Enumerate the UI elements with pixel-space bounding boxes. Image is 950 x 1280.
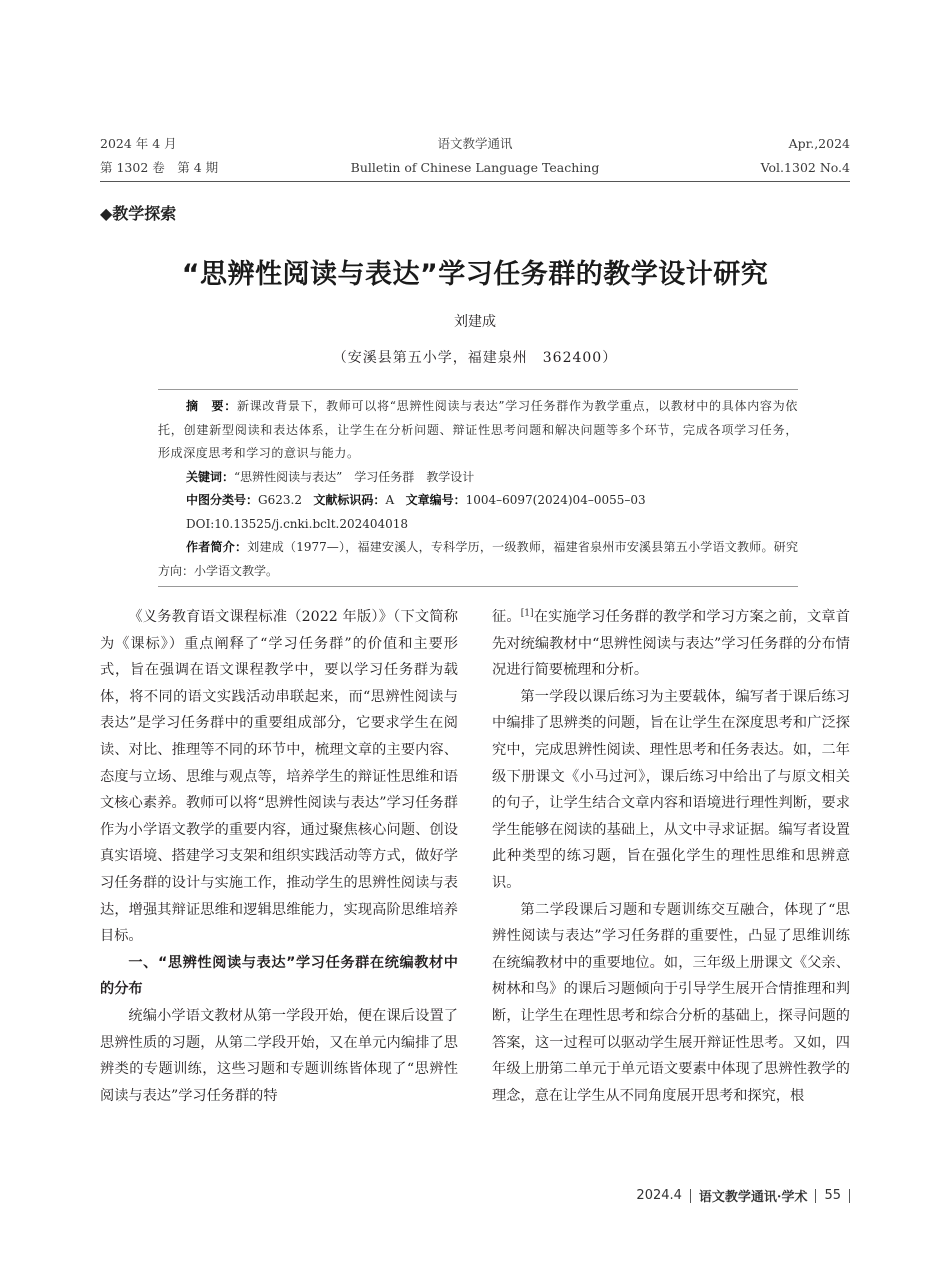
- author-affiliation: （安溪县第五小学，福建泉州 362400）: [332, 350, 618, 366]
- page-number: 55: [824, 1188, 841, 1203]
- abstract-block: [158, 395, 798, 583]
- abstract-text: 新课改背景下，教师可以将“思辨性阅读与表达”学习任务群作为教学重点，以教材中的具体内容为依托，创建新型阅读和表达体系，让学生在分析问题、辩证性思考问题和解决问题等多个环节，完成各项学习任务，形成深度思考和学习的意识与能力。: [158, 399, 798, 460]
- footer-divider: [690, 1189, 691, 1203]
- continued-text-end: 在实施学习任务群的教学和学习方案之前，文章首先对统编教材中“思辨性阅读与表达”学习任务群的分布情况进行简要梳理和分析。: [492, 609, 850, 679]
- doc-code-label: 文献标识码：: [313, 493, 386, 507]
- stage1-paragraph: 第一学段以课后练习为主要载体，编写者于课后练习中编排了思辨类的问题，旨在让学生在深度思考和广泛探究中，完成思辨性阅读、理性思考和任务表达。如，二年级下册课文《小马过河》，课后练习中给出了与原文相关的句子，让学生结合文章内容和语境进行理性判断，要求学生能够在阅读的基础上，从文中寻求证据。编写者设置此种类型的练习题，旨在强化学生的理性思维和思辨意识。: [492, 688, 850, 891]
- citation-ref[interactable]: [1]: [520, 608, 534, 619]
- keywords-line: [158, 466, 798, 490]
- footer-date: 2024.4: [636, 1188, 682, 1203]
- header-date-en: Apr.,2024: [788, 136, 850, 151]
- body-left-column: [100, 604, 458, 1109]
- continued-text-start: 征。: [492, 609, 521, 625]
- section-heading-1: 一、“思辨性阅读与表达”学习任务群在统编教材中的分布: [100, 954, 458, 998]
- abstract-label: 摘 要：: [186, 399, 237, 413]
- author-bio: [158, 536, 798, 583]
- page-footer: [636, 1186, 850, 1205]
- article-no-label: 文章编号：: [405, 493, 466, 507]
- classification-line: [158, 489, 798, 513]
- clc-label: 中图分类号：: [186, 493, 259, 507]
- header-journal-en: Bulletin of Chinese Language Teaching: [350, 160, 600, 175]
- abstract-bottom-rule: [158, 586, 798, 587]
- footer-journal: 语文教学通讯·学术: [698, 1190, 808, 1205]
- header-issue-cn: 第 1302 卷 第 4 期: [100, 160, 219, 175]
- header-journal-cn: 语文教学通讯: [437, 136, 513, 151]
- header-divider: [100, 181, 850, 182]
- keywords-text: “思辨性阅读与表达” 学习任务群 教学设计: [234, 469, 475, 484]
- stage2-paragraph: 第二学段课后习题和专题训练交互融合，体现了“思辨性阅读与表达”学习任务群的重要性，凸显了思维训练在统编教材中的重要地位。如，三年级上册课文《父亲、树林和鸟》的课后习题倾向于引导学生展开合情推理和判断，让学生在理性思考和综合分析的基础上，探寻问题的答案，这一过程可以驱动学生展开辩证性思考。又如，四年级上册第二单元于单元语文要素中体现了思辨性教学的理念，意在让学生从不同角度展开思考和探究，根: [492, 901, 850, 1104]
- footer-divider: [815, 1189, 816, 1203]
- footer-divider: [849, 1189, 850, 1203]
- clc-value: G623.2: [258, 493, 302, 507]
- bio-text: 刘建成（1977—），福建安溪人，专科学历，一级教师，福建省泉州市安溪县第五小学语文教师。研究方向：小学语文教学。: [158, 540, 798, 578]
- header-issue-en: Vol.1302 No.4: [760, 160, 850, 175]
- article-author: 刘建成: [454, 314, 496, 330]
- abstract-paragraph: [158, 395, 798, 466]
- abstract-top-rule: [158, 389, 798, 390]
- doc-code-value: A: [385, 493, 395, 507]
- article-no-value: 1004–6097(2024)04–0055–03: [465, 493, 646, 507]
- section-tag: ◆教学探索: [100, 204, 177, 223]
- doi-line: DOI:10.13525/j.cnki.bclt.202404018: [186, 516, 409, 531]
- header-date-cn: 2024 年 4 月: [100, 136, 177, 151]
- continued-paragraph: [492, 604, 850, 684]
- keywords-label: 关键词：: [186, 469, 235, 484]
- intro-paragraph: 《义务教育语文课程标准（2022 年版）》（下文简称为《课标》）重点阐释了“学习任务群”的价值和主要形式，旨在强调在语文课程教学中，要以学习任务群为载体，将不同的语文实践活动串联起来，而“思辨性阅读与表达”是学习任务群中的重要组成部分，它要求学生在阅读、对比、推理等不同的环节中，梳理文章的主要内容、态度与立场、思维与观点等，培养学生的辩证性思维和语文核心素养。教师可以将“思辨性阅读与表达”学习任务群作为小学语文教学的重要内容，通过聚焦核心问题、创设真实语境、搭建学习支架和组织实践活动等方式，做好学习任务群的设计与实施工作，推动学生的思辨性阅读与表达，增强其辩证思维和逻辑思维能力，实现高阶思维培养目标。: [100, 609, 458, 945]
- bio-label: 作者简介：: [186, 540, 248, 554]
- section1-paragraph: 统编小学语文教材从第一学段开始，便在课后设置了思辨性质的习题，从第二学段开始，又在单元内编排了思辨类的专题训练，这些习题和专题训练皆体现了“思辨性阅读与表达”学习任务群的特: [100, 1007, 458, 1104]
- article-title: “思辨性阅读与表达”学习任务群的教学设计研究: [181, 259, 769, 290]
- body-right-column: [492, 604, 850, 1109]
